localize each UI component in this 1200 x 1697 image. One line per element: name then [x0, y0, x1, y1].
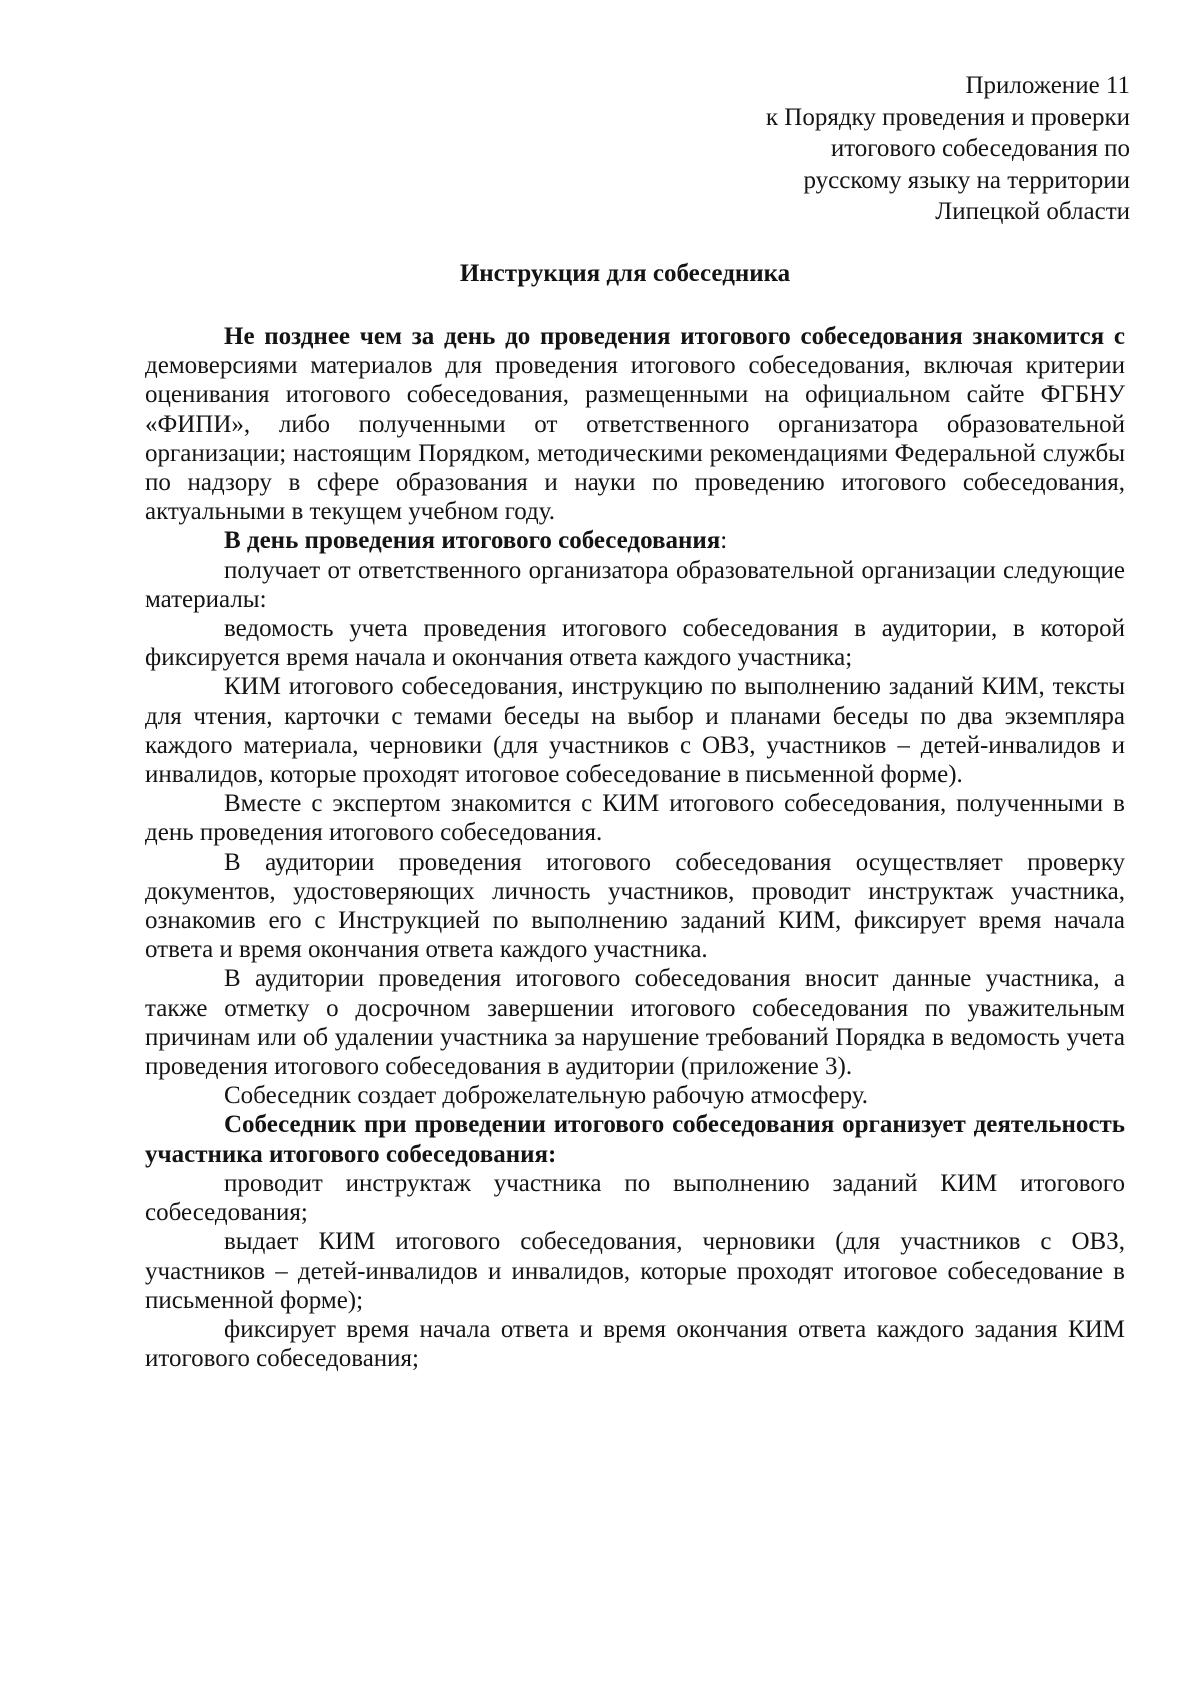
- paragraph-4: ведомость учета проведения итогового собеседования в аудитории, в которой фиксируется время начала и окончания ответа каждого участника;: [145, 615, 1125, 672]
- appendix-header: [610, 70, 1130, 228]
- paragraph-2-bold: В день проведения итогового собеседования: [224, 527, 721, 555]
- paragraph-5: КИМ итогового собеседования, инструкцию по выполнению заданий КИМ, тексты для чтения, карточки с темами беседы на выбор и планами беседы по два экземпляра каждого материала, черновики (для участников с ОВЗ, участников – детей-инвалидов и инвалидов, которые проходят итоговое собеседование в письменной форме).: [145, 673, 1125, 789]
- paragraph-12: выдает КИМ итогового собеседования, черновики (для участников с ОВЗ, участников – детей-инвалидов и инвалидов, которые проходят итоговое собеседование в письменной форме);: [145, 1228, 1125, 1314]
- paragraph-8: В аудитории проведения итогового собеседования вносит данные участника, а также отметку о досрочном завершении итогового собеседования по уважительным причинам или об удалении участника за нарушение требований Порядка в ведомость учета проведения итогового собеседования в аудитории (приложение 3).: [145, 965, 1125, 1081]
- paragraph-2-text: :: [720, 527, 728, 555]
- document-body: [145, 322, 1125, 1373]
- appendix-line-3: итогового собеседования по: [830, 135, 1130, 162]
- document-title: Инструкция для собеседника: [459, 260, 791, 287]
- appendix-line-1: Приложение 11: [965, 72, 1130, 99]
- paragraph-11: проводит инструктаж участника по выполнению заданий КИМ итогового собеседования;: [145, 1169, 1125, 1227]
- paragraph-2: [145, 526, 1125, 555]
- paragraph-10: Собеседник при проведении итогового собеседования организует деятельность участника итогового собеседования:: [145, 1111, 1125, 1168]
- paragraph-3: получает от ответственного организатора образовательной организации следующие материалы:: [145, 556, 1125, 613]
- appendix-line-2: к Порядку проведения и проверки: [765, 103, 1130, 131]
- paragraph-9: Собеседник создает доброжелательную рабочую атмосферу.: [224, 1082, 869, 1110]
- paragraph-13: фиксирует время начала ответа и время окончания ответа каждого задания КИМ итогового собеседования;: [145, 1315, 1125, 1373]
- appendix-line-5: Липецкой области: [935, 198, 1130, 225]
- appendix-line-4: русскому языку на территории: [803, 166, 1130, 194]
- paragraph-1: [145, 322, 1125, 526]
- paragraph-1-bold: Не позднее чем за день до проведения итогового собеседования знакомится с: [224, 323, 1125, 350]
- paragraph-7: В аудитории проведения итогового собеседования осуществляет проверку документов, удостоверяющих личность участников, проводит инструктаж участника, ознакомив его с Инструкцией по выполнению заданий КИМ, фиксирует время начала ответа и время окончания ответа каждого участника.: [145, 848, 1125, 964]
- paragraph-6: Вместе с экспертом знакомится с КИМ итогового собеседования, полученными в день проведения итогового собеседования.: [145, 790, 1125, 847]
- paragraph-1-text: демоверсиями материалов для проведения итогового собеседования, включая критерии оценивания итогового собеседования, размещенными на официальном сайте ФГБНУ «ФИПИ», либо полученными от ответственного организатора образовательной организации; настоящим Порядком, методическими рекомендациями Федеральной службы по надзору в сфере образования и науки по проведению итогового собеседования, актуальными в текущем учебном году.: [145, 352, 1125, 526]
